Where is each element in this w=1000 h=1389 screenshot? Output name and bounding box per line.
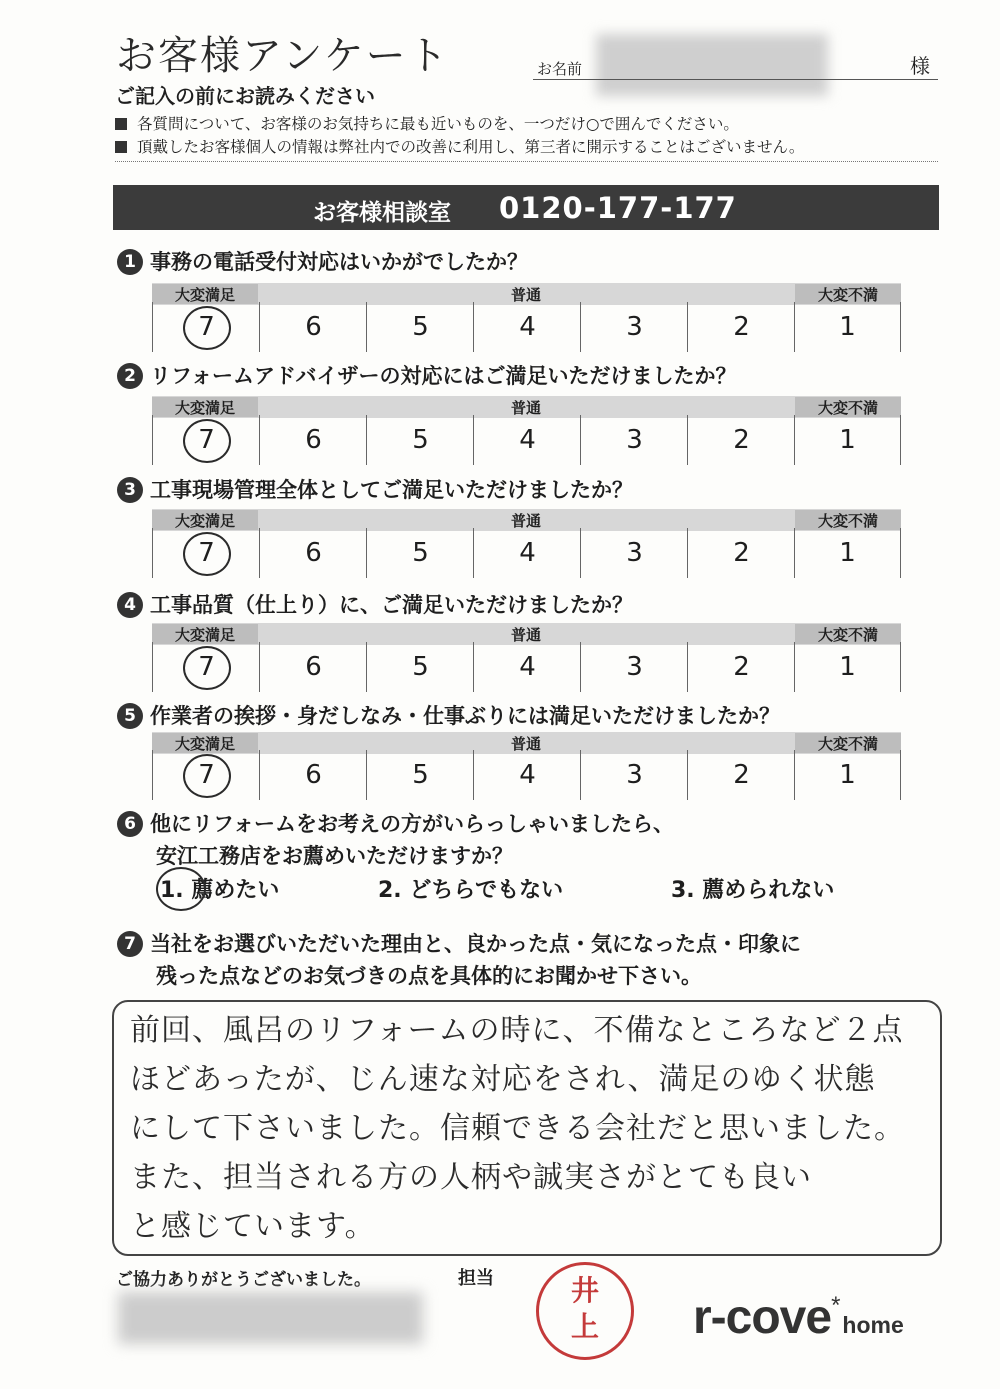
rating-option-7[interactable]: 7 (152, 302, 260, 352)
handwritten-comment (130, 1006, 930, 1251)
option-neutral[interactable]: 2. どちらでもない (378, 878, 564, 903)
honorific: 様 (910, 54, 930, 78)
rating-option-5[interactable]: 5 (366, 302, 474, 352)
comment-line: また、担当される方の人柄や誠実さがとても良い (130, 1160, 812, 1195)
rating-option-5[interactable]: 5 (366, 415, 474, 465)
rating-option-3[interactable]: 3 (580, 415, 688, 465)
bullet-square-icon (115, 118, 127, 130)
intro-item: 頂戴したお客様個人の情報は弊社内での改善に利用し、第三者に開示することはございません。 (115, 136, 804, 159)
rating-option-3[interactable]: 3 (580, 528, 688, 578)
rating-scale (152, 528, 901, 578)
comment-line: と感じています。 (130, 1209, 376, 1244)
rating-option-7[interactable]: 7 (152, 750, 260, 800)
question-text: 工事品質（仕上り）に、ご満足いただけましたか？ (150, 593, 633, 617)
rating-option-3[interactable]: 3 (580, 750, 688, 800)
scale-mid-label: 普通 (510, 286, 541, 304)
scale-low-label: 大変不満 (795, 624, 901, 644)
question-number-badge: 1 (117, 249, 143, 275)
question-number-badge: 3 (117, 477, 143, 503)
rating-option-4[interactable]: 4 (473, 302, 581, 352)
rating-scale (152, 302, 901, 352)
question-text: 工事現場管理全体としてご満足いただけましたか？ (150, 478, 633, 502)
rating-option-5[interactable]: 5 (366, 528, 474, 578)
scale-high-label: 大変満足 (152, 624, 258, 644)
rating-option-4[interactable]: 4 (473, 642, 581, 692)
question-number-badge: 4 (117, 592, 143, 618)
company-logo: r-cove*home (693, 1291, 904, 1344)
comment-line: ほどあったが、じん速な対応をされ、満足のゆく状態 (130, 1062, 876, 1097)
scale-mid-label: 普通 (510, 626, 541, 644)
rating-option-7[interactable]: 7 (152, 642, 260, 692)
question-3 (117, 474, 633, 504)
name-underline (533, 79, 938, 80)
question-7 (117, 928, 801, 958)
comment-line: にして下さいました。信頼できる会社だと思いました。 (130, 1111, 905, 1146)
rating-scale (152, 750, 901, 800)
scale-mid-label: 普通 (510, 735, 541, 753)
staff-name-redacted (118, 1292, 423, 1344)
banner-phone: 0120-177-177 (499, 191, 737, 225)
rating-option-2[interactable]: 2 (687, 642, 795, 692)
question-text: 当社をお選びいただいた理由と、良かった点・気になった点・印象に (150, 932, 801, 956)
rating-option-3[interactable]: 3 (580, 642, 688, 692)
option-recommend[interactable]: 1. 薦めたい (160, 873, 279, 904)
question-text: 作業者の挨拶・身だしなみ・仕事ぶりには満足いただけましたか？ (150, 704, 780, 728)
scale-high-label: 大変満足 (152, 510, 258, 530)
rating-option-6[interactable]: 6 (259, 750, 367, 800)
rating-option-4[interactable]: 4 (473, 528, 581, 578)
rating-option-6[interactable]: 6 (259, 642, 367, 692)
thanks-message: ご協力ありがとうございました。 (116, 1270, 371, 1290)
name-field-redacted (596, 34, 828, 96)
bullet-square-icon (115, 141, 127, 153)
question-number-badge: 2 (117, 363, 143, 389)
rating-option-2[interactable]: 2 (687, 415, 795, 465)
rating-option-3[interactable]: 3 (580, 302, 688, 352)
rating-scale (152, 642, 901, 692)
rating-option-2[interactable]: 2 (687, 302, 795, 352)
rating-option-4[interactable]: 4 (473, 750, 581, 800)
question-6-line-2: 安江工務店をお薦めいただけますか？ (156, 844, 513, 868)
rating-option-1[interactable]: 1 (794, 415, 901, 465)
question-7-line-2: 残った点などのお気づきの点を具体的にお聞かせ下さい。 (156, 964, 702, 988)
scale-high-label: 大変満足 (152, 733, 258, 753)
rating-option-6[interactable]: 6 (259, 302, 367, 352)
option-not-recommend[interactable]: 3. 薦められない (671, 878, 835, 903)
question-text: リフォームアドバイザーの対応にはご満足いただけましたか？ (150, 364, 737, 388)
rating-option-5[interactable]: 5 (366, 750, 474, 800)
rating-option-6[interactable]: 6 (259, 528, 367, 578)
rating-option-2[interactable]: 2 (687, 750, 795, 800)
question-5 (117, 700, 780, 730)
scale-low-label: 大変不満 (795, 397, 901, 417)
scale-low-label: 大変不満 (795, 733, 901, 753)
name-label: お名前 (537, 60, 583, 78)
banner-title: お客様相談室 (313, 200, 451, 226)
staff-label: 担当 (458, 1268, 494, 1289)
question-number-badge: 7 (117, 931, 143, 957)
rating-option-7[interactable]: 7 (152, 528, 260, 578)
intro-item: 各質問について、お客様のお気持ちに最も近いものを、一つだけ○で囲んでください。 (115, 113, 804, 136)
scale-high-label: 大変満足 (152, 397, 258, 417)
comment-line: 前回、風呂のリフォームの時に、不備なところなど２点 (130, 1013, 904, 1048)
intro-list (115, 113, 804, 159)
question-text: 他にリフォームをお考えの方がいらっしゃいましたら、 (150, 812, 674, 836)
contact-banner (113, 185, 939, 230)
rating-option-5[interactable]: 5 (366, 642, 474, 692)
rating-option-1[interactable]: 1 (794, 302, 901, 352)
scale-mid-label: 普通 (510, 512, 541, 530)
question-2 (117, 360, 737, 390)
scale-high-label: 大変満足 (152, 284, 258, 304)
rating-scale (152, 415, 901, 465)
question-text: 事務の電話受付対応はいかがでしたか？ (150, 250, 528, 274)
scale-mid-label: 普通 (510, 399, 541, 417)
rating-option-1[interactable]: 1 (794, 642, 901, 692)
scale-low-label: 大変不満 (795, 510, 901, 530)
form-title: お客様アンケート (116, 33, 450, 79)
seal-stamp: 井 上 (536, 1262, 634, 1360)
scale-low-label: 大変不満 (795, 284, 901, 304)
question-6 (117, 808, 674, 838)
rating-option-4[interactable]: 4 (473, 415, 581, 465)
question-number-badge: 6 (117, 811, 143, 837)
rating-option-7[interactable]: 7 (152, 415, 260, 465)
question-4 (117, 589, 633, 619)
question-number-badge: 5 (117, 703, 143, 729)
divider (115, 161, 938, 162)
intro-heading: ご記入の前にお読みください (115, 84, 375, 108)
question-1 (117, 246, 528, 276)
rating-option-1[interactable]: 1 (794, 750, 901, 800)
rating-option-2[interactable]: 2 (687, 528, 795, 578)
rating-option-6[interactable]: 6 (259, 415, 367, 465)
selection-circle (156, 867, 206, 911)
rating-option-1[interactable]: 1 (794, 528, 901, 578)
